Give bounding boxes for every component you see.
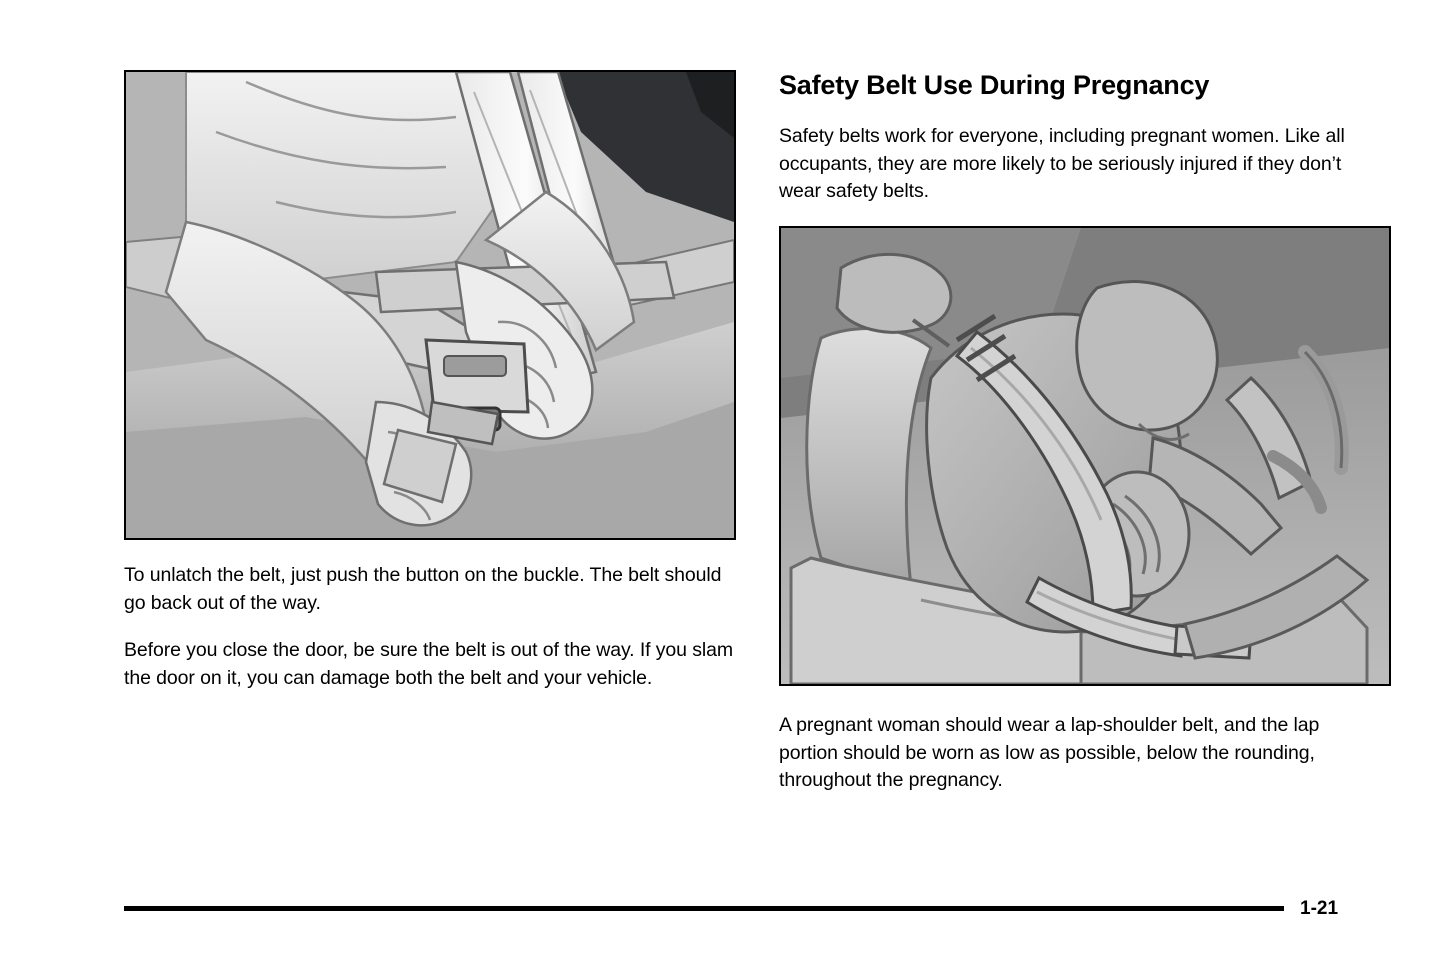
left-column-text xyxy=(124,562,736,693)
pregnancy-belt-artwork xyxy=(781,228,1389,684)
seat-belt-unlatch-illustration xyxy=(124,70,736,540)
right-column xyxy=(779,70,1357,795)
page-number: 1-21 xyxy=(1300,898,1339,919)
door-warning-paragraph: Before you close the door, be sure the belt is out of the way. If you slam the door on it, you can damage both the belt and your vehicle. xyxy=(124,639,734,690)
pregnancy-caption-paragraph: A pregnant woman should wear a lap-shoulder belt, and the lap portion should be worn as low as possible, below the rounding, throughout the pregnancy. xyxy=(779,714,1320,792)
footer-rule xyxy=(124,906,1284,911)
section-heading: Safety Belt Use During Pregnancy xyxy=(779,70,1210,100)
unlatch-paragraph: To unlatch the belt, just push the button on the buckle. The belt should go back out of the way. xyxy=(124,564,722,614)
seat-belt-unlatch-artwork xyxy=(126,72,734,538)
pregnant-occupant-lap-shoulder-belt-illustration xyxy=(779,226,1391,686)
intro-paragraph: Safety belts work for everyone, including pregnant women. Like all occupants, they are more likely to be seriously injured if they don’t wear safety belts. xyxy=(779,125,1345,203)
left-column xyxy=(124,70,736,693)
